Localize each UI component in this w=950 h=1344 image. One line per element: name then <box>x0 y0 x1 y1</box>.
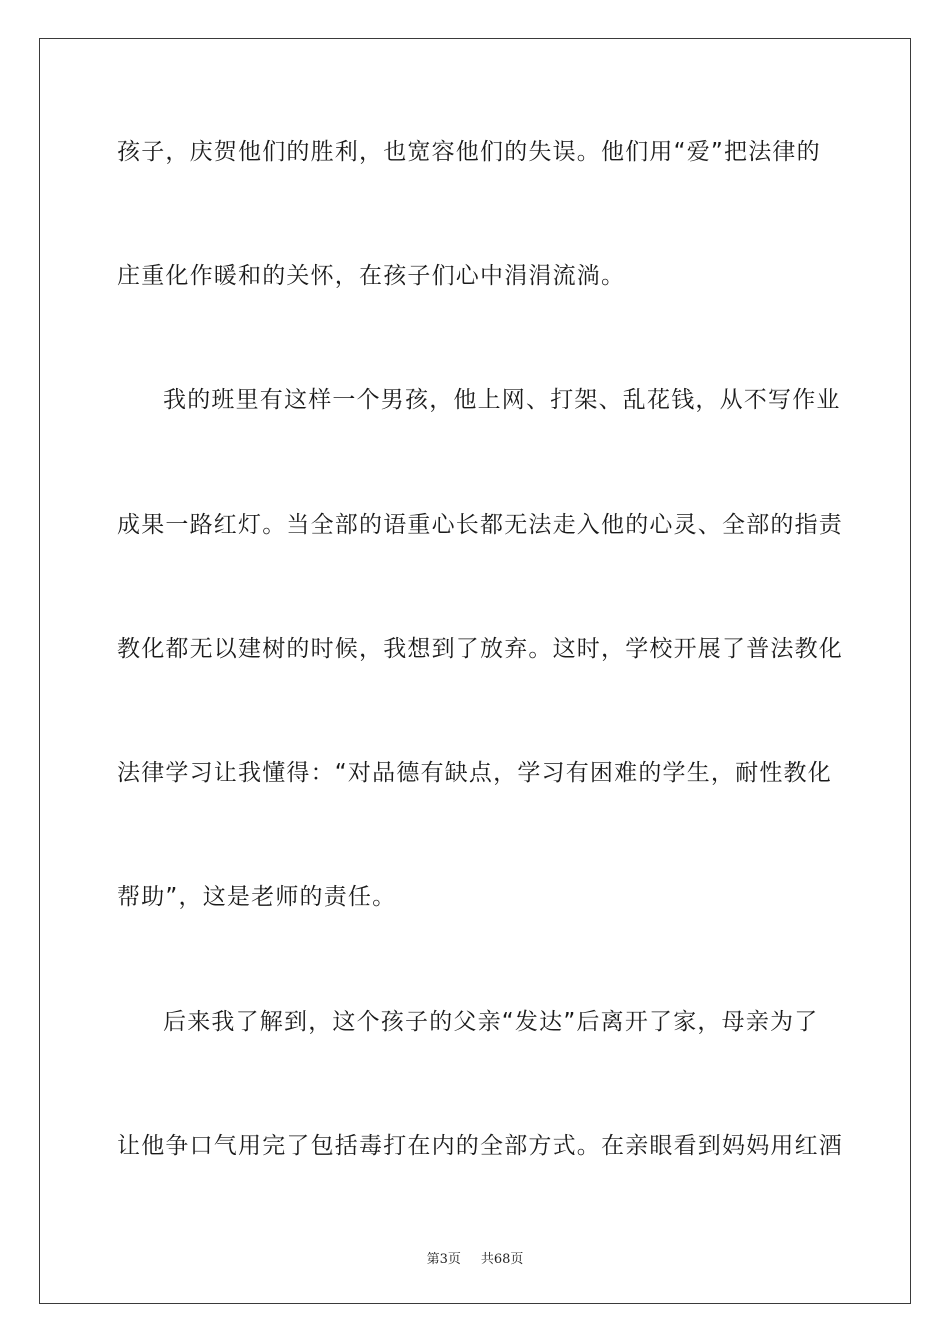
text-line: 教化都无以建树的时候，我想到了放弃。这时，学校开展了普法教化 <box>117 636 843 662</box>
text-line: 让他争口气用完了包括毒打在内的全部方式。在亲眼看到妈妈用红酒 <box>117 1133 843 1159</box>
text-line: 庄重化作暖和的关怀，在孩子们心中涓涓流淌。 <box>117 263 626 289</box>
text-line: 成果一路红灯。当全部的语重心长都无法走入他的心灵、全部的指责 <box>117 512 843 538</box>
paragraph-start-line: 后来我了解到，这个孩子的父亲“发达”后离开了家，母亲为了 <box>163 1009 819 1035</box>
total-pages: 共68页 <box>480 1252 524 1267</box>
page-number: 第3页 <box>426 1252 461 1267</box>
text-line: 帮助”，这是老师的责任。 <box>117 884 397 910</box>
page-footer <box>0 1248 950 1267</box>
page-border <box>39 38 911 1304</box>
text-line: 孩子，庆贺他们的胜利，也宽容他们的失误。他们用“爱”把法律的 <box>117 139 821 165</box>
text-line: 法律学习让我懂得：“对品德有缺点，学习有困难的学生，耐性教化 <box>117 760 832 786</box>
paragraph-start-line: 我的班里有这样一个男孩，他上网、打架、乱花钱，从不写作业 <box>163 387 841 413</box>
